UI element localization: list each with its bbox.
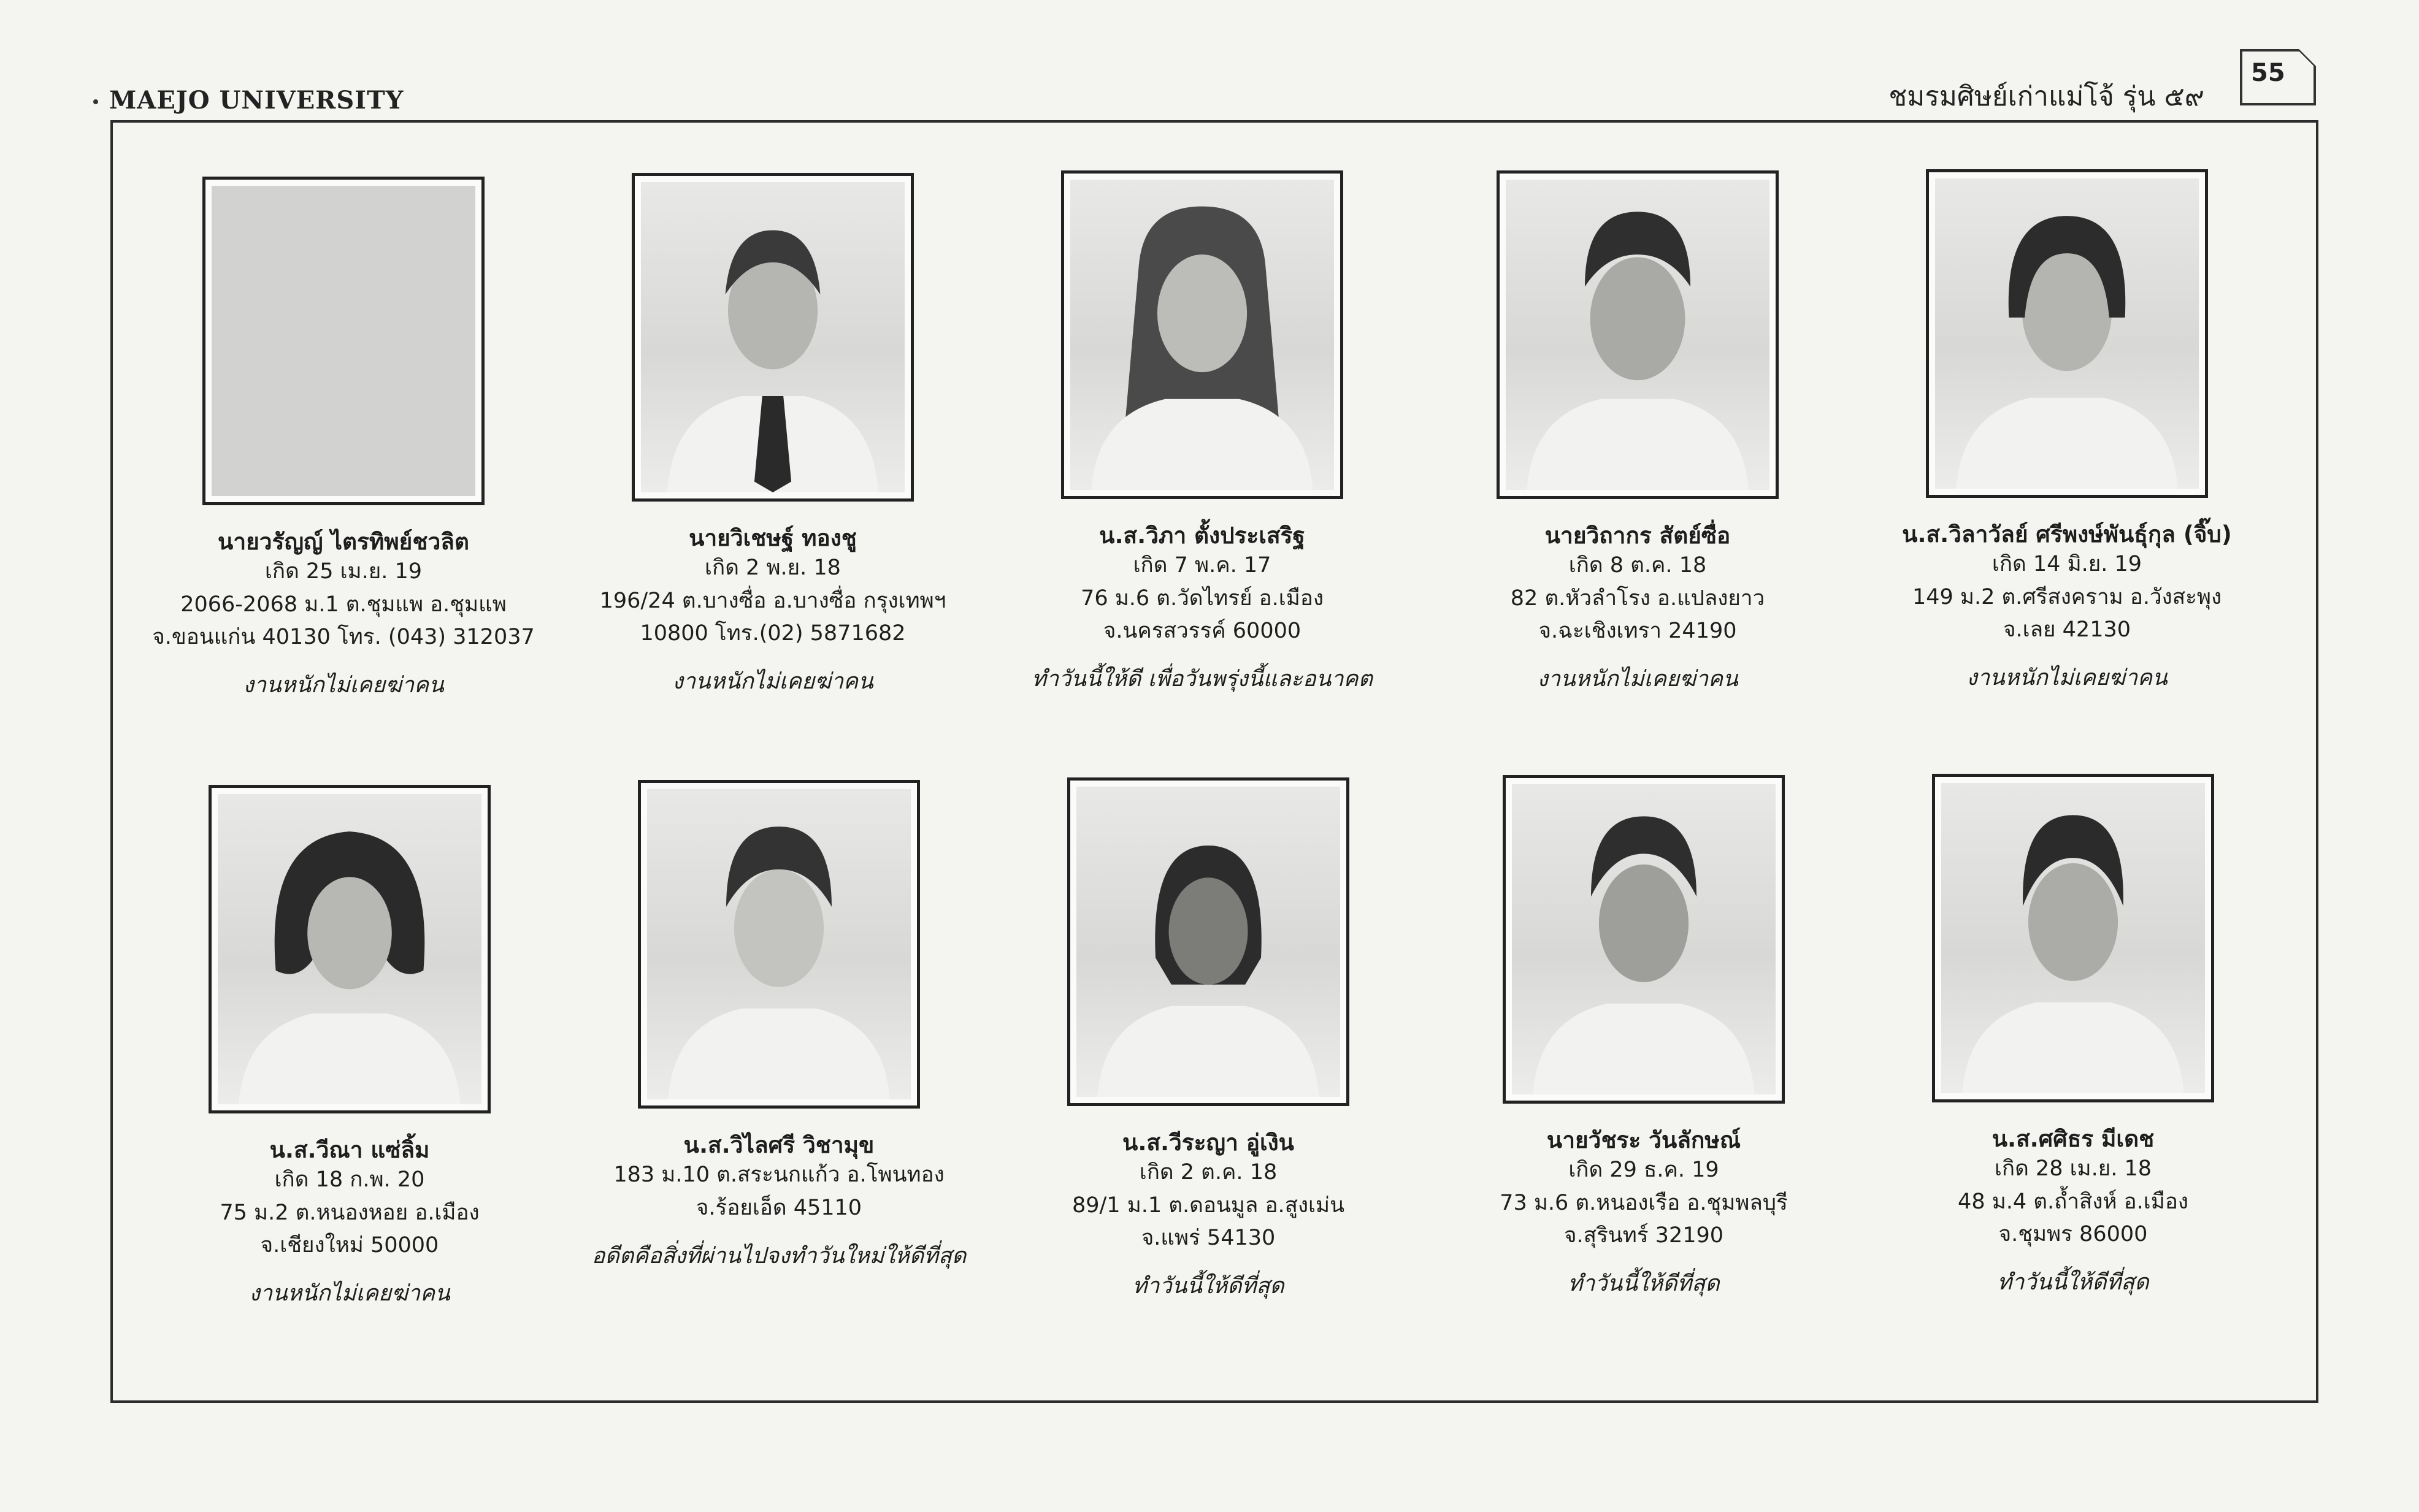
birth-date: เกิด 2 ต.ค. 18: [1139, 1160, 1278, 1185]
student-photo: [1061, 170, 1343, 499]
portrait-image: [1076, 787, 1340, 1097]
address-line-2: จ.เชียงใหม่ 50000: [260, 1232, 439, 1258]
profile-card: [987, 777, 1429, 1303]
portrait-image: [641, 182, 905, 492]
portrait-image: [1941, 783, 2205, 1093]
portrait-image: [1506, 180, 1769, 490]
birth-date: เกิด 29 ธ.ค. 19: [1568, 1158, 1719, 1183]
student-photo: [1503, 775, 1785, 1104]
profile-card: [1852, 774, 2294, 1299]
student-name: น.ส.วิภา ตั้งประเสริฐ: [1099, 522, 1305, 549]
student-name: น.ส.วิไลศรี วิชามุข: [683, 1132, 875, 1158]
student-photo: [638, 780, 920, 1109]
student-name: นายวรัญญ์ ไตรทิพย์ชวลิต: [218, 529, 469, 555]
portrait-image: [1070, 180, 1334, 490]
student-name: น.ส.วีระญา อู่เงิน: [1122, 1129, 1294, 1156]
birth-date: เกิด 7 พ.ค. 17: [1133, 553, 1271, 578]
student-name: นายวิถากร สัตย์ซื่อ: [1544, 522, 1731, 549]
student-motto: งานหนักไม่เคยฆ่าคน: [1537, 666, 1738, 692]
portrait-image: [647, 789, 911, 1099]
portrait-image: [1935, 178, 2199, 489]
student-motto: ทำวันนี้ให้ดีที่สุด: [1568, 1270, 1720, 1296]
university-name: MAEJO UNIVERSITY: [109, 86, 404, 115]
student-motto: ทำวันนี้ให้ดี เพื่อวันพรุ่งนี้และอนาคต: [1032, 666, 1373, 692]
address-line-2: จ.ร้อยเอ็ด 45110: [696, 1195, 862, 1220]
student-photo: [202, 177, 485, 505]
birth-date: เกิด 2 พ.ย. 18: [705, 556, 841, 581]
address-line-1: 149 ม.2 ต.ศรีสงคราม อ.วังสะพุง: [1912, 584, 2222, 609]
student-motto: งานหนักไม่เคยฆ่าคน: [672, 668, 873, 694]
student-motto: ทำวันนี้ให้ดีที่สุด: [1997, 1269, 2149, 1295]
profile-card: [1417, 170, 1858, 696]
alumni-club-title: ชมรมศิษย์เก่าแม่โจ้ รุ่น ๕๙: [1888, 81, 2204, 112]
address-line-1: 73 ม.6 ต.หนองเรือ อ.ชุมพลบุรี: [1500, 1190, 1788, 1215]
address-line-2: จ.นครสวรรค์ 60000: [1103, 618, 1302, 643]
student-name: นายวิเชษฐ์ ทองชู: [689, 525, 857, 551]
birth-date: เกิด 18 ก.พ. 20: [274, 1167, 425, 1193]
address-line-1: 75 ม.2 ต.หนองหอย อ.เมือง: [220, 1200, 480, 1225]
address-line-1: 196/24 ต.บางซื่อ อ.บางซื่อ กรุงเทพฯ: [599, 588, 946, 613]
profile-card: [123, 177, 564, 702]
portrait-image: [1512, 784, 1776, 1094]
student-name: น.ส.วีณา แซ่ลิ้ม: [269, 1137, 430, 1163]
page-number: 55: [2251, 59, 2285, 87]
address-line-1: 48 ม.4 ต.ถ้ำสิงห์ อ.เมือง: [1958, 1189, 2188, 1214]
address-line-2: จ.เลย 42130: [2003, 617, 2131, 642]
student-photo: [1932, 774, 2214, 1102]
student-motto: งานหนักไม่เคยฆ่าคน: [243, 672, 444, 698]
profile-card: [558, 780, 1000, 1273]
birth-date: เกิด 25 เม.ย. 19: [264, 559, 423, 584]
student-photo: [1067, 777, 1349, 1106]
page-number-tab: [2240, 49, 2316, 105]
header-bullet: [93, 99, 98, 104]
address-line-1: 76 ม.6 ต.วัดไทรย์ อ.เมือง: [1081, 586, 1324, 611]
portrait-image: [218, 794, 481, 1104]
student-motto: งานหนักไม่เคยฆ่าคน: [249, 1280, 450, 1306]
student-photo: [632, 173, 914, 502]
profile-card: [552, 173, 994, 698]
student-motto: ทำวันนี้ให้ดีที่สุด: [1132, 1273, 1284, 1299]
student-photo: [209, 785, 491, 1113]
address-line-2: จ.สุรินทร์ 32190: [1563, 1223, 1724, 1248]
profile-card: [129, 785, 570, 1310]
student-name: นายวัชระ วันลักษณ์: [1546, 1127, 1741, 1153]
birth-date: เกิด 8 ต.ค. 18: [1568, 553, 1707, 578]
photo-placeholder: [212, 186, 475, 496]
student-photo: [1926, 169, 2208, 498]
profile-card: [1423, 775, 1865, 1300]
student-motto: งานหนักไม่เคยฆ่าคน: [1966, 665, 2168, 690]
student-name: น.ส.ศศิธร มีเดช: [1992, 1126, 2155, 1152]
address-line-2: จ.ชุมพร 86000: [1998, 1221, 2148, 1247]
address-line-1: 82 ต.หัวลำโรง อ.แปลงยาว: [1510, 586, 1765, 611]
address-line-1: 183 ม.10 ต.สระนกแก้ว อ.โพนทอง: [613, 1163, 945, 1188]
address-line-1: 89/1 ม.1 ต.ดอนมูล อ.สูงเม่น: [1071, 1193, 1345, 1218]
birth-date: เกิด 28 เม.ย. 18: [1994, 1156, 2152, 1182]
profile-card: [981, 170, 1423, 696]
birth-date: เกิด 14 มิ.ย. 19: [1992, 552, 2142, 577]
address-line-2: จ.แพร่ 54130: [1141, 1225, 1276, 1250]
address-line-1: 2066-2068 ม.1 ต.ชุมแพ อ.ชุมแพ: [180, 592, 507, 617]
address-line-2: จ.ฉะเชิงเทรา 24190: [1538, 618, 1737, 643]
student-motto: อดีตคือสิ่งที่ผ่านไปจงทำวันใหม่ให้ดีที่สุด: [591, 1243, 967, 1269]
address-line-2: จ.ขอนแก่น 40130 โทร. (043) 312037: [152, 624, 535, 649]
profile-card: [1846, 169, 2288, 695]
student-photo: [1497, 170, 1779, 499]
student-name: น.ส.วิลาวัลย์ ศรีพงษ์พันธุ์กุล (จิ๊บ): [1902, 521, 2232, 548]
address-line-2: 10800 โทร.(02) 5871682: [640, 620, 906, 646]
